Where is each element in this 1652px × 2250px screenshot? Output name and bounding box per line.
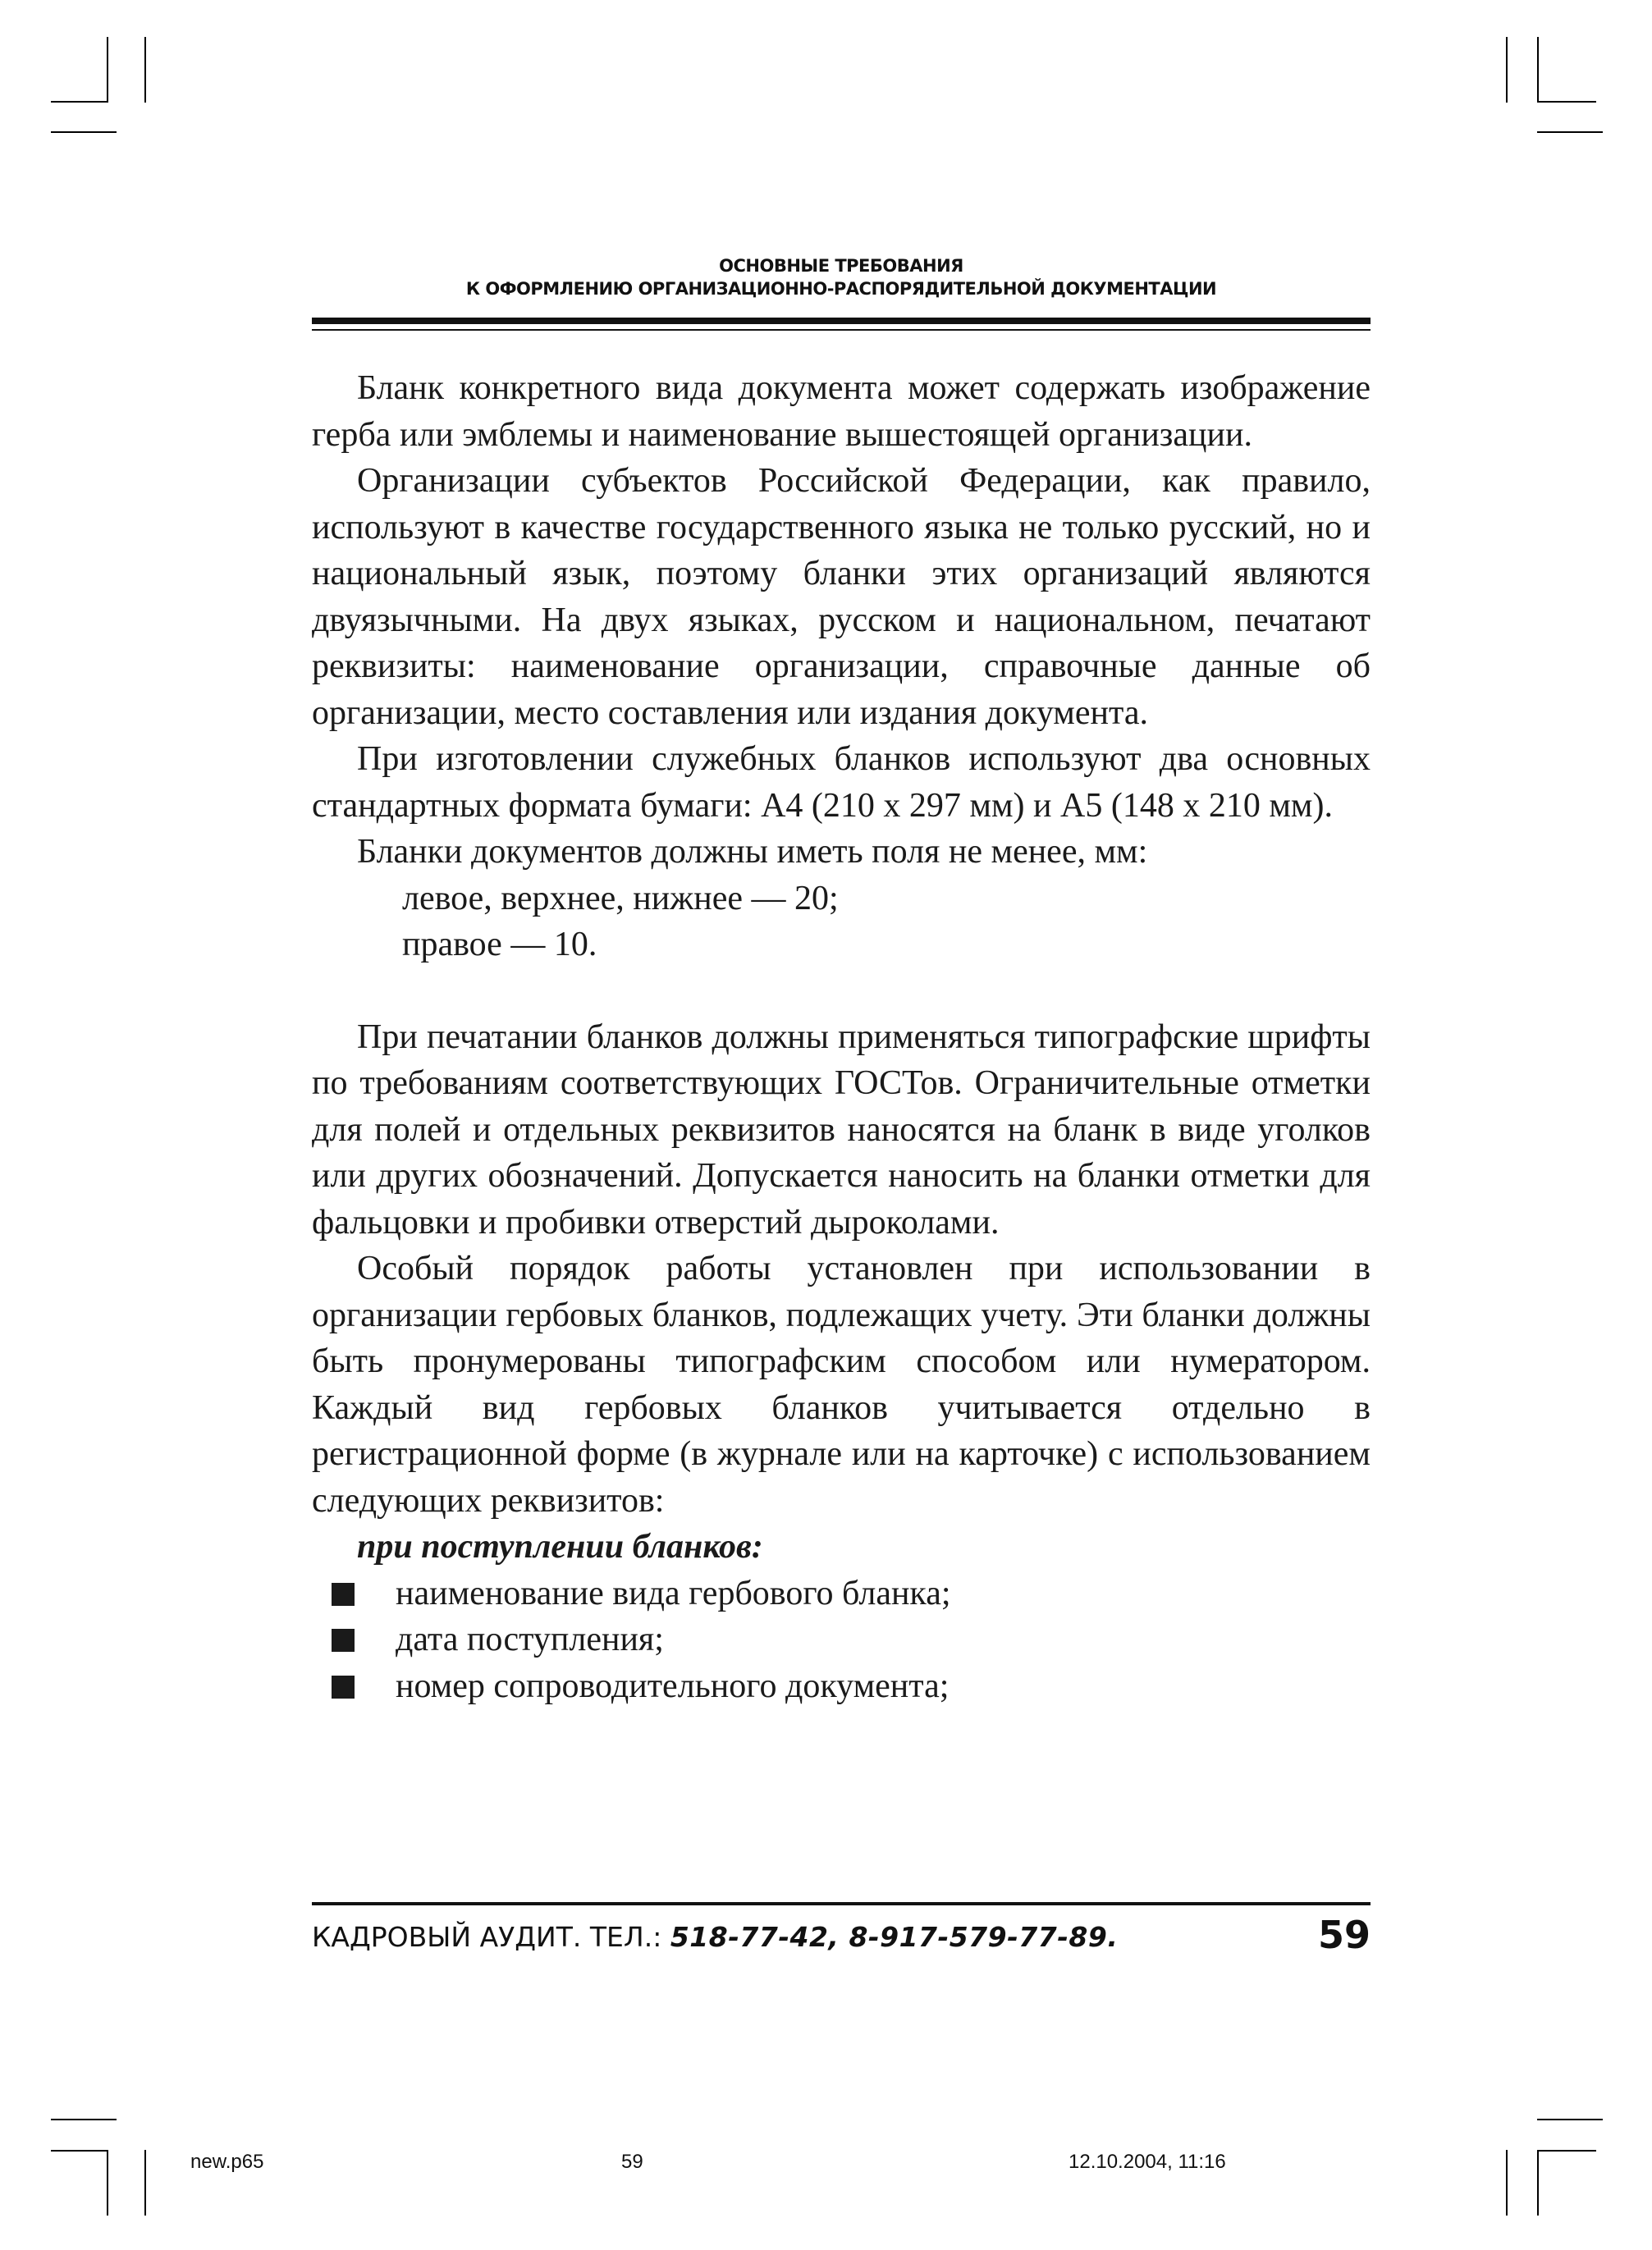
crop-mark: [1537, 2150, 1596, 2152]
footer-rule: [312, 1902, 1371, 1905]
list-item-text: дата поступления;: [396, 1621, 664, 1658]
page-body: [312, 365, 1371, 1709]
list-item: [332, 1617, 1371, 1663]
running-header: [312, 254, 1371, 300]
paragraph-5: При печатании бланков должны применяться типографские шрифты по требованиям соответствующих ГОСТов. Ограничительные отметки для полей и отдельных реквизитов наносятся на бланк в виде уголков или других обозначений. Допускается наносить на бланки отметки для фальцовки и пробивки отверстий дыроколами.: [312, 1018, 1371, 1242]
margin-item-2: правое — 10.: [402, 926, 597, 963]
paragraph-2: Организации субъектов Российской Федерации, как правило, используют в качестве государственного языка не только русский, но и национальный язык, поэтому бланки этих организаций являются двуязычными. На двух языках, русском и национальном, печатают реквизиты: наименование организации, справочные данные об организации, место составления или издания документа.: [312, 462, 1371, 732]
list-item: [332, 1571, 1371, 1617]
paragraph-3: При изготовлении служебных бланков используют два основных стандартных формата бумаги: А4 (210 х 297 мм) и А5 (148 х 210 мм).: [312, 740, 1371, 825]
slug-page: 59: [621, 2151, 643, 2173]
crop-mark: [51, 2119, 117, 2120]
list-item-text: наименование вида гербового бланка;: [396, 1574, 951, 1612]
header-line-1: ОСНОВНЫЕ ТРЕБОВАНИЯ: [719, 256, 963, 276]
square-bullet-icon: [332, 1676, 355, 1699]
crop-mark: [1537, 2150, 1539, 2216]
crop-mark: [144, 2150, 146, 2216]
crop-mark: [144, 37, 146, 103]
crop-mark: [107, 2150, 108, 2216]
crop-mark: [1506, 37, 1508, 103]
subheading: при поступлении бланков:: [357, 1528, 763, 1566]
crop-mark: [1537, 37, 1539, 103]
blank-line: [312, 968, 1371, 1014]
crop-mark: [1537, 2119, 1603, 2120]
square-bullet-icon: [332, 1583, 355, 1606]
bullet-list: [312, 1571, 1371, 1710]
slug-file: new.p65: [190, 2151, 264, 2173]
crop-mark: [51, 2150, 108, 2152]
crop-mark: [1506, 2150, 1508, 2216]
slug-datetime: 12.10.2004, 11:16: [1069, 2151, 1226, 2173]
crop-mark: [107, 37, 108, 103]
crop-mark: [51, 131, 117, 133]
footer-contact: [312, 1918, 1118, 1956]
footer-label: КАДРОВЫЙ АУДИТ. ТЕЛ.:: [312, 1921, 670, 1953]
header-line-2: К ОФОРМЛЕНИЮ ОРГАНИЗАЦИОННО-РАСПОРЯДИТЕЛЬНОЙ ДОКУМЕНТАЦИИ: [465, 279, 1217, 299]
paragraph-6: Особый порядок работы установлен при использовании в организации гербовых бланков, подлежащих учету. Эти бланки должны быть пронумерованы типографским способом или нумератором. Каждый вид гербовых бланков учитывается отдельно в регистрационной форме (в журнале или на карточке) с использованием следующих реквизитов:: [312, 1250, 1371, 1520]
footer-phones: 518-77-42, 8-917-579-77-89.: [670, 1921, 1119, 1953]
page-number: 59: [1317, 1913, 1371, 1957]
crop-mark: [1537, 101, 1596, 103]
margin-item-1: левое, верхнее, нижнее — 20;: [402, 879, 839, 917]
crop-mark: [1537, 131, 1603, 133]
square-bullet-icon: [332, 1629, 355, 1652]
list-item-text: номер сопроводительного документа;: [396, 1667, 950, 1705]
list-item: [332, 1663, 1371, 1710]
crop-mark: [51, 101, 108, 103]
header-rule: [312, 318, 1371, 324]
paragraph-1: Бланк конкретного вида документа может содержать изображение герба или эмблемы и наименование вышестоящей организации.: [312, 369, 1371, 454]
header-rule-thin: [312, 329, 1371, 331]
paragraph-4: Бланки документов должны иметь поля не менее, мм:: [357, 833, 1148, 871]
